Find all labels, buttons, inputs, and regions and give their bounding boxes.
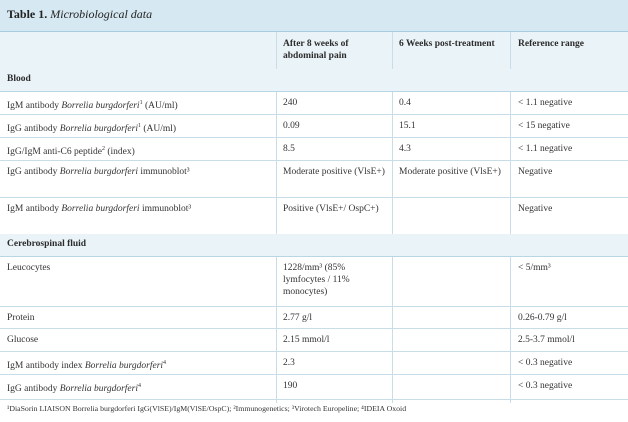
cell-reference-range: < 15 negative xyxy=(518,121,570,131)
cell-test xyxy=(7,312,275,324)
test-suffix: immunoblot³ xyxy=(139,204,192,214)
cell-post-treatment: 15.1 xyxy=(399,121,416,131)
test-suffix: (index) xyxy=(104,147,135,158)
test-name: IgM antibody index xyxy=(7,361,83,372)
test-name: Glucose xyxy=(7,335,39,345)
cell-after-8-weeks: 190 xyxy=(283,381,298,391)
cell-after-8-weeks: Positive (VlsE+/ OspC+) xyxy=(283,204,379,214)
cell-test xyxy=(7,334,275,346)
cell-reference-range: Negative xyxy=(518,204,553,214)
table-row xyxy=(0,351,628,375)
cell-test xyxy=(7,262,275,274)
footnote-marker: 1 xyxy=(139,100,143,106)
test-name: IgG antibody xyxy=(7,384,58,395)
organism-name: Borrelia burgdorferi xyxy=(61,204,140,214)
footnote-marker: 4 xyxy=(137,383,141,389)
cell-reference-range: 2.5-3.7 mmol/l xyxy=(518,335,575,345)
cell-post-treatment: Moderate positive (VlsE+) xyxy=(399,167,501,177)
cell-reference-range: < 1.1 negative xyxy=(518,98,573,108)
footnote-marker: 1 xyxy=(137,123,141,129)
table-row xyxy=(0,328,628,352)
table-header-row xyxy=(0,32,628,70)
test-name: Protein xyxy=(7,313,35,323)
cell-test xyxy=(7,380,275,395)
organism-name: Borrelia burgdorferi xyxy=(61,101,140,112)
cell-after-8-weeks: 1228/mm³ (85% lymfocytes / 11% monocytes) xyxy=(283,263,350,297)
table-row xyxy=(0,197,628,235)
table-row xyxy=(0,256,628,307)
footnote-marker: 4 xyxy=(163,360,167,366)
cell-test xyxy=(7,166,275,178)
cell-after-8-weeks: 0.09 xyxy=(283,121,300,131)
table-title xyxy=(7,7,152,22)
organism-name: Borrelia burgdorferi xyxy=(84,361,164,372)
table-row xyxy=(0,137,628,161)
cell-test xyxy=(7,97,275,112)
cell-test xyxy=(7,143,275,158)
cell-reference-range: Negative xyxy=(518,167,553,177)
test-name: IgM antibody xyxy=(7,101,59,112)
footnote-marker: 2 xyxy=(101,146,105,152)
cell-reference-range: < 0.3 negative xyxy=(518,358,573,368)
table-caption: Microbiological data xyxy=(50,7,153,21)
table-footnote: ¹DiaSorin LIAISON Borrelia burgdorferi IgG(VlSE)/IgM(VlSE/OspC); ²Immunogenetics; ³Virotech Europeline; ⁴IDEIA Oxoid xyxy=(7,404,407,413)
test-suffix: immunoblot³ xyxy=(137,167,190,177)
test-name: IgG/IgM anti-C6 peptide xyxy=(7,147,102,158)
table-row xyxy=(0,374,628,400)
cell-post-treatment: 0.4 xyxy=(399,98,411,108)
header-reference-range: Reference range xyxy=(518,39,585,49)
section-row xyxy=(0,69,628,92)
cell-after-8-weeks: 2.15 mmol/l xyxy=(283,335,330,345)
organism-name: Borrelia burgdorferi xyxy=(59,167,138,177)
cell-after-8-weeks: 2.3 xyxy=(283,358,295,368)
cell-after-8-weeks: 8.5 xyxy=(283,144,295,154)
test-name: IgM antibody xyxy=(7,204,59,214)
header-6-weeks-post: 6 Weeks post-treatment xyxy=(399,39,495,49)
table-title-bar xyxy=(0,0,628,32)
test-name: IgG antibody xyxy=(7,167,58,177)
cell-after-8-weeks: 2.77 g/l xyxy=(283,313,313,323)
cell-test xyxy=(7,357,275,372)
cell-post-treatment: 4.3 xyxy=(399,144,411,154)
test-suffix: (AU/ml) xyxy=(142,101,178,112)
cell-test xyxy=(7,120,275,135)
test-suffix: (AU/ml) xyxy=(140,124,177,135)
cell-reference-range: < 5/mm³ xyxy=(518,263,551,273)
cell-reference-range: < 0.3 negative xyxy=(518,381,573,391)
test-name: IgG antibody xyxy=(7,124,58,135)
section-row xyxy=(0,234,628,257)
table-row xyxy=(0,114,628,138)
test-name: Leucocytes xyxy=(7,263,51,273)
cell-reference-range: 0.26-0.79 g/l xyxy=(518,313,567,323)
table-row xyxy=(0,91,628,115)
section-label: Cerebrospinal fluid xyxy=(7,239,87,249)
table-row xyxy=(0,160,628,198)
organism-name: Borrelia burgdorferi xyxy=(59,384,138,395)
section-label: Blood xyxy=(7,74,31,84)
cell-after-8-weeks: Moderate positive (VlsE+) xyxy=(283,167,385,177)
cell-reference-range: < 1.1 negative xyxy=(518,144,573,154)
cell-after-8-weeks: 240 xyxy=(283,98,298,108)
cell-test xyxy=(7,203,275,215)
table-row xyxy=(0,306,628,329)
organism-name: Borrelia burgdorferi xyxy=(59,124,138,135)
table-label: Table 1. xyxy=(7,7,48,21)
header-after-8-weeks: After 8 weeks of abdominal pain xyxy=(283,39,349,61)
